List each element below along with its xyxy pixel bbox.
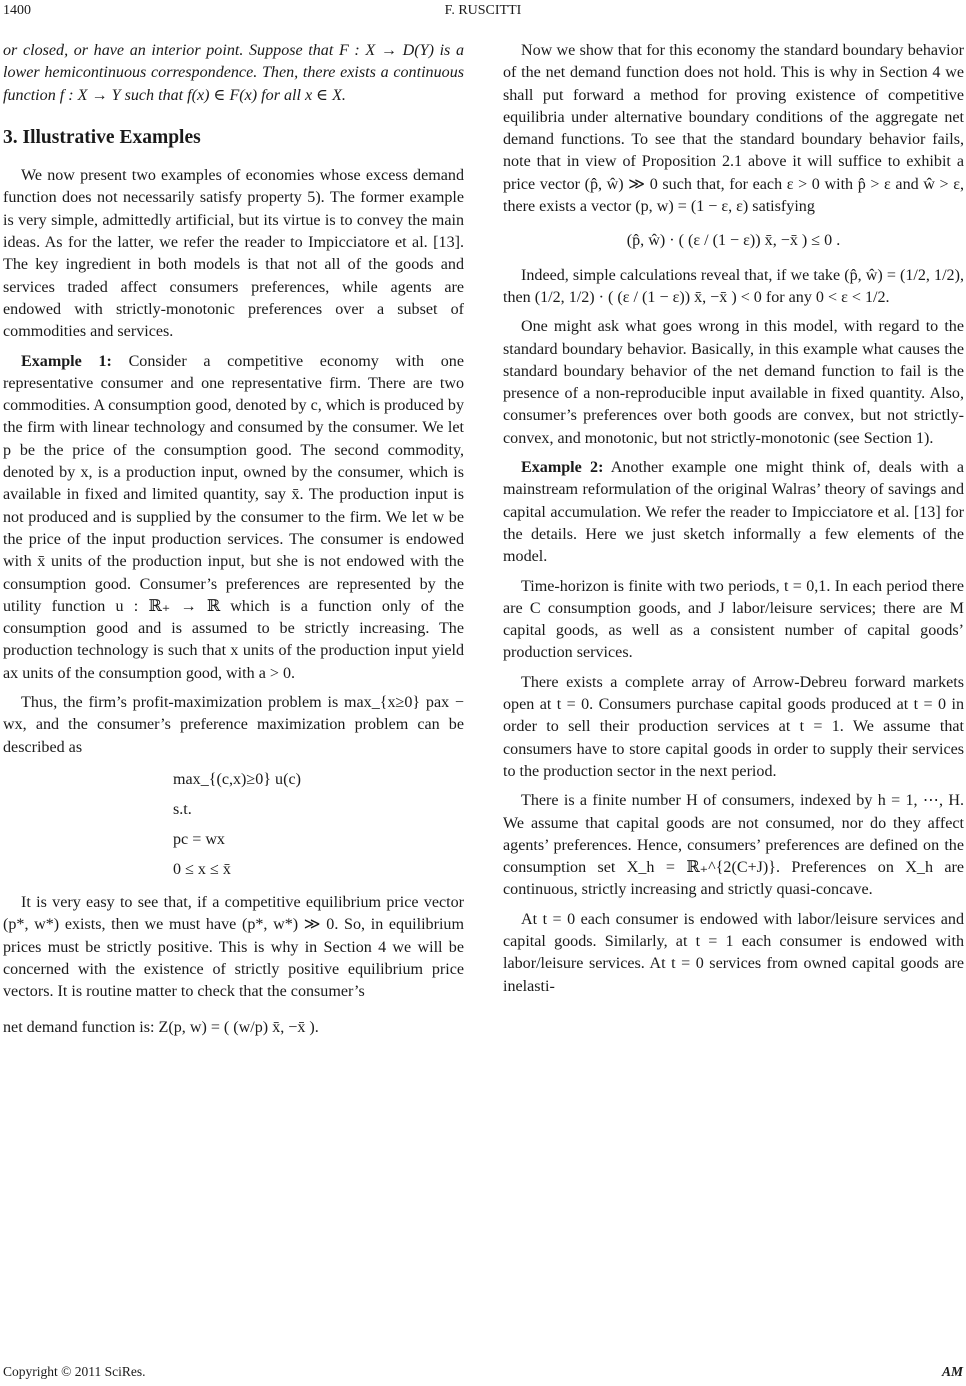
example-1-text: Consider a competitive economy with one representative consumer and one representative firm. There are two commodities. A consumption good, denoted by c, which is produced by the firm with linear technology and consumed by the consumer. We let p be the price of the consumption good. The second commodity, denoted by x, is a production input, owned by the consumer, which is available in fixed and limited quantity, say x̄. The production input is not produced and is supplied by the consumer to the firm. We let w be the price of the input production services. The consumer is endowed with x̄ units of the production input, but she is not endowed with the consumption good. Consumer’s preferences are represented by the utility function u : ℝ₊ → ℝ which is a function only of the consumption good and is assumed to be strictly increasing. The production technology is such that x units of the production input yield ax units of the consumption good, with a > 0. (3, 352, 464, 682)
page-number: 1400 (3, 3, 31, 18)
journal-abbrev: AM (941, 1364, 963, 1379)
paragraph-profit-max: Thus, the firm’s profit-maximization problem is max_{x≥0} pax − wx, and the consumer’s preference maximization problem can be described as (3, 694, 464, 756)
opt-line-st: s.t. (173, 800, 192, 818)
paragraph-what-goes-wrong: One might ask what goes wrong in this model, with regard to the standard boundary behavior. Basically, in this example what causes the standard boundary behavior of the net demand function to fail is the presence of a non-reproducible input available in fixed quantity. Also, consumer’s preferences over both goods are convex, but not strictly-convex, and monotonic, but not strictly-monotonic (see Section 1). (503, 318, 964, 447)
page-header (0, 0, 966, 24)
running-author: F. RUSCITTI (444, 3, 522, 18)
paragraph-consumers: There is a finite number H of consumers, indexed by h = 1, ⋯, H. We assume that capital goods are not consumed, nor do they affect agents’ preferences. Hence, consumers’ preferences are defined on the consumption set X_h = ℝ₊^{2(C+J)}. Preferences on X_h are continuous, strictly increasing and strictly quasi-concave. (503, 792, 964, 899)
right-column (503, 40, 964, 998)
example-2-text: Another example one might think of, deals with a mainstream reformulation of the original Walras’ theory of savings and capital accumulation. We refer the reader to Impicciatore et al. [13] for the details. Here we just sketch informally a few elements of the model. (503, 459, 964, 566)
net-demand-equation: net demand function is: Z(p, w) = ( (w/p) x̄, −x̄ ). (3, 1019, 319, 1037)
equation-inequality: (p̂, ŵ) · ( (ε / (1 − ε)) x̄, −x̄ ) ≤ 0 . (626, 232, 841, 250)
left-column (3, 40, 464, 1040)
paragraph-boundary: Now we show that for this economy the standard boundary behavior of the net demand function does not hold. This is why in Section 4 we shall put forward a method for proving existence of competitive equilibria under alternative boundary conditions of the aggregate net demand functions. To see that the standard boundary behavior fails, note that in view of Proposition 2.1 above it will suffice to exhibit a price vector (p̂, ŵ) ≫ 0 such that, for each ε > 0 with p̂ > ε and ŵ > ε, there exists a vector (p, w) = (1 − ε, ε) satisfying (503, 42, 964, 216)
paragraph-equilibrium: It is very easy to see that, if a competitive equilibrium price vector (p*, w*) exists, then we must have (p*, w*) ≫ 0. So, in equilibrium prices must be strictly positive. This is why in Section 4 we will be concerned with the existence of strictly positive equilibrium price vectors. It is routine matter to check that the consumer’s (3, 893, 464, 1001)
paragraph-calculations: Indeed, simple calculations reveal that, if we take (p̂, ŵ) = (1/2, 1/2), then (1/2, 1/2) · ( (ε / (1 − ε)) x̄, −x̄ ) < 0 for any 0 < ε < 1/2. (503, 266, 964, 306)
opt-line-objective: max_{(c,x)≥0} u(c) (173, 770, 301, 788)
example-2-paragraph (503, 457, 964, 568)
section-title: 3. Illustrative Examples (3, 126, 201, 148)
opt-line-budget: pc = wx (173, 830, 225, 848)
paragraph-lemma-end: or closed, or have an interior point. Suppose that F : X → D(Y) is a lower hemicontinuous correspondence. Then, there exists a continuous function f : X → Y such that f(x) ∈ F(x) for all x ∈ X. (3, 42, 464, 104)
paragraph-intro: We now present two examples of economies whose excess demand function does not necessarily satisfy property 5). The former example is very simple, admittedly artificial, but its virtue is to convey the main ideas. As for the latter, we refer the reader to Impicciatore et al. [13]. The key ingredient in both models is that not all of the goods and services traded affect consumers preferences, while agents are endowed with strictly-monotonic preferences over a subset of commodities and services. (3, 167, 464, 341)
example-2-label: Example 2: (521, 459, 604, 477)
paragraph-endowments: At t = 0 each consumer is endowed with labor/leisure services and capital goods. Similarly, at t = 1 each consumer is endowed with labor/leisure services. At t = 0 services from owned capital goods are inelasti- (503, 910, 964, 995)
paragraph-time-horizon: Time-horizon is finite with two periods, t = 0,1. In each period there are C consumption goods, and J labor/leisure services; there are M capital goods, as well as a consistent number of capital goods’ production services. (503, 577, 964, 662)
example-1-label: Example 1: (21, 352, 112, 370)
example-1-paragraph (3, 351, 464, 685)
optimization-problem (3, 765, 464, 885)
opt-line-bounds: 0 ≤ x ≤ x̄ (173, 860, 231, 878)
copyright-notice: Copyright © 2011 SciRes. (3, 1364, 146, 1379)
paragraph-markets: There exists a complete array of Arrow-Debreu forward markets open at t = 0. Consumers purchase capital goods produced at t = 0 in order to sell their production services at t = 1. We assume that consumers have to store capital goods in order to supply their services to the production sector in the next period. (503, 673, 964, 780)
